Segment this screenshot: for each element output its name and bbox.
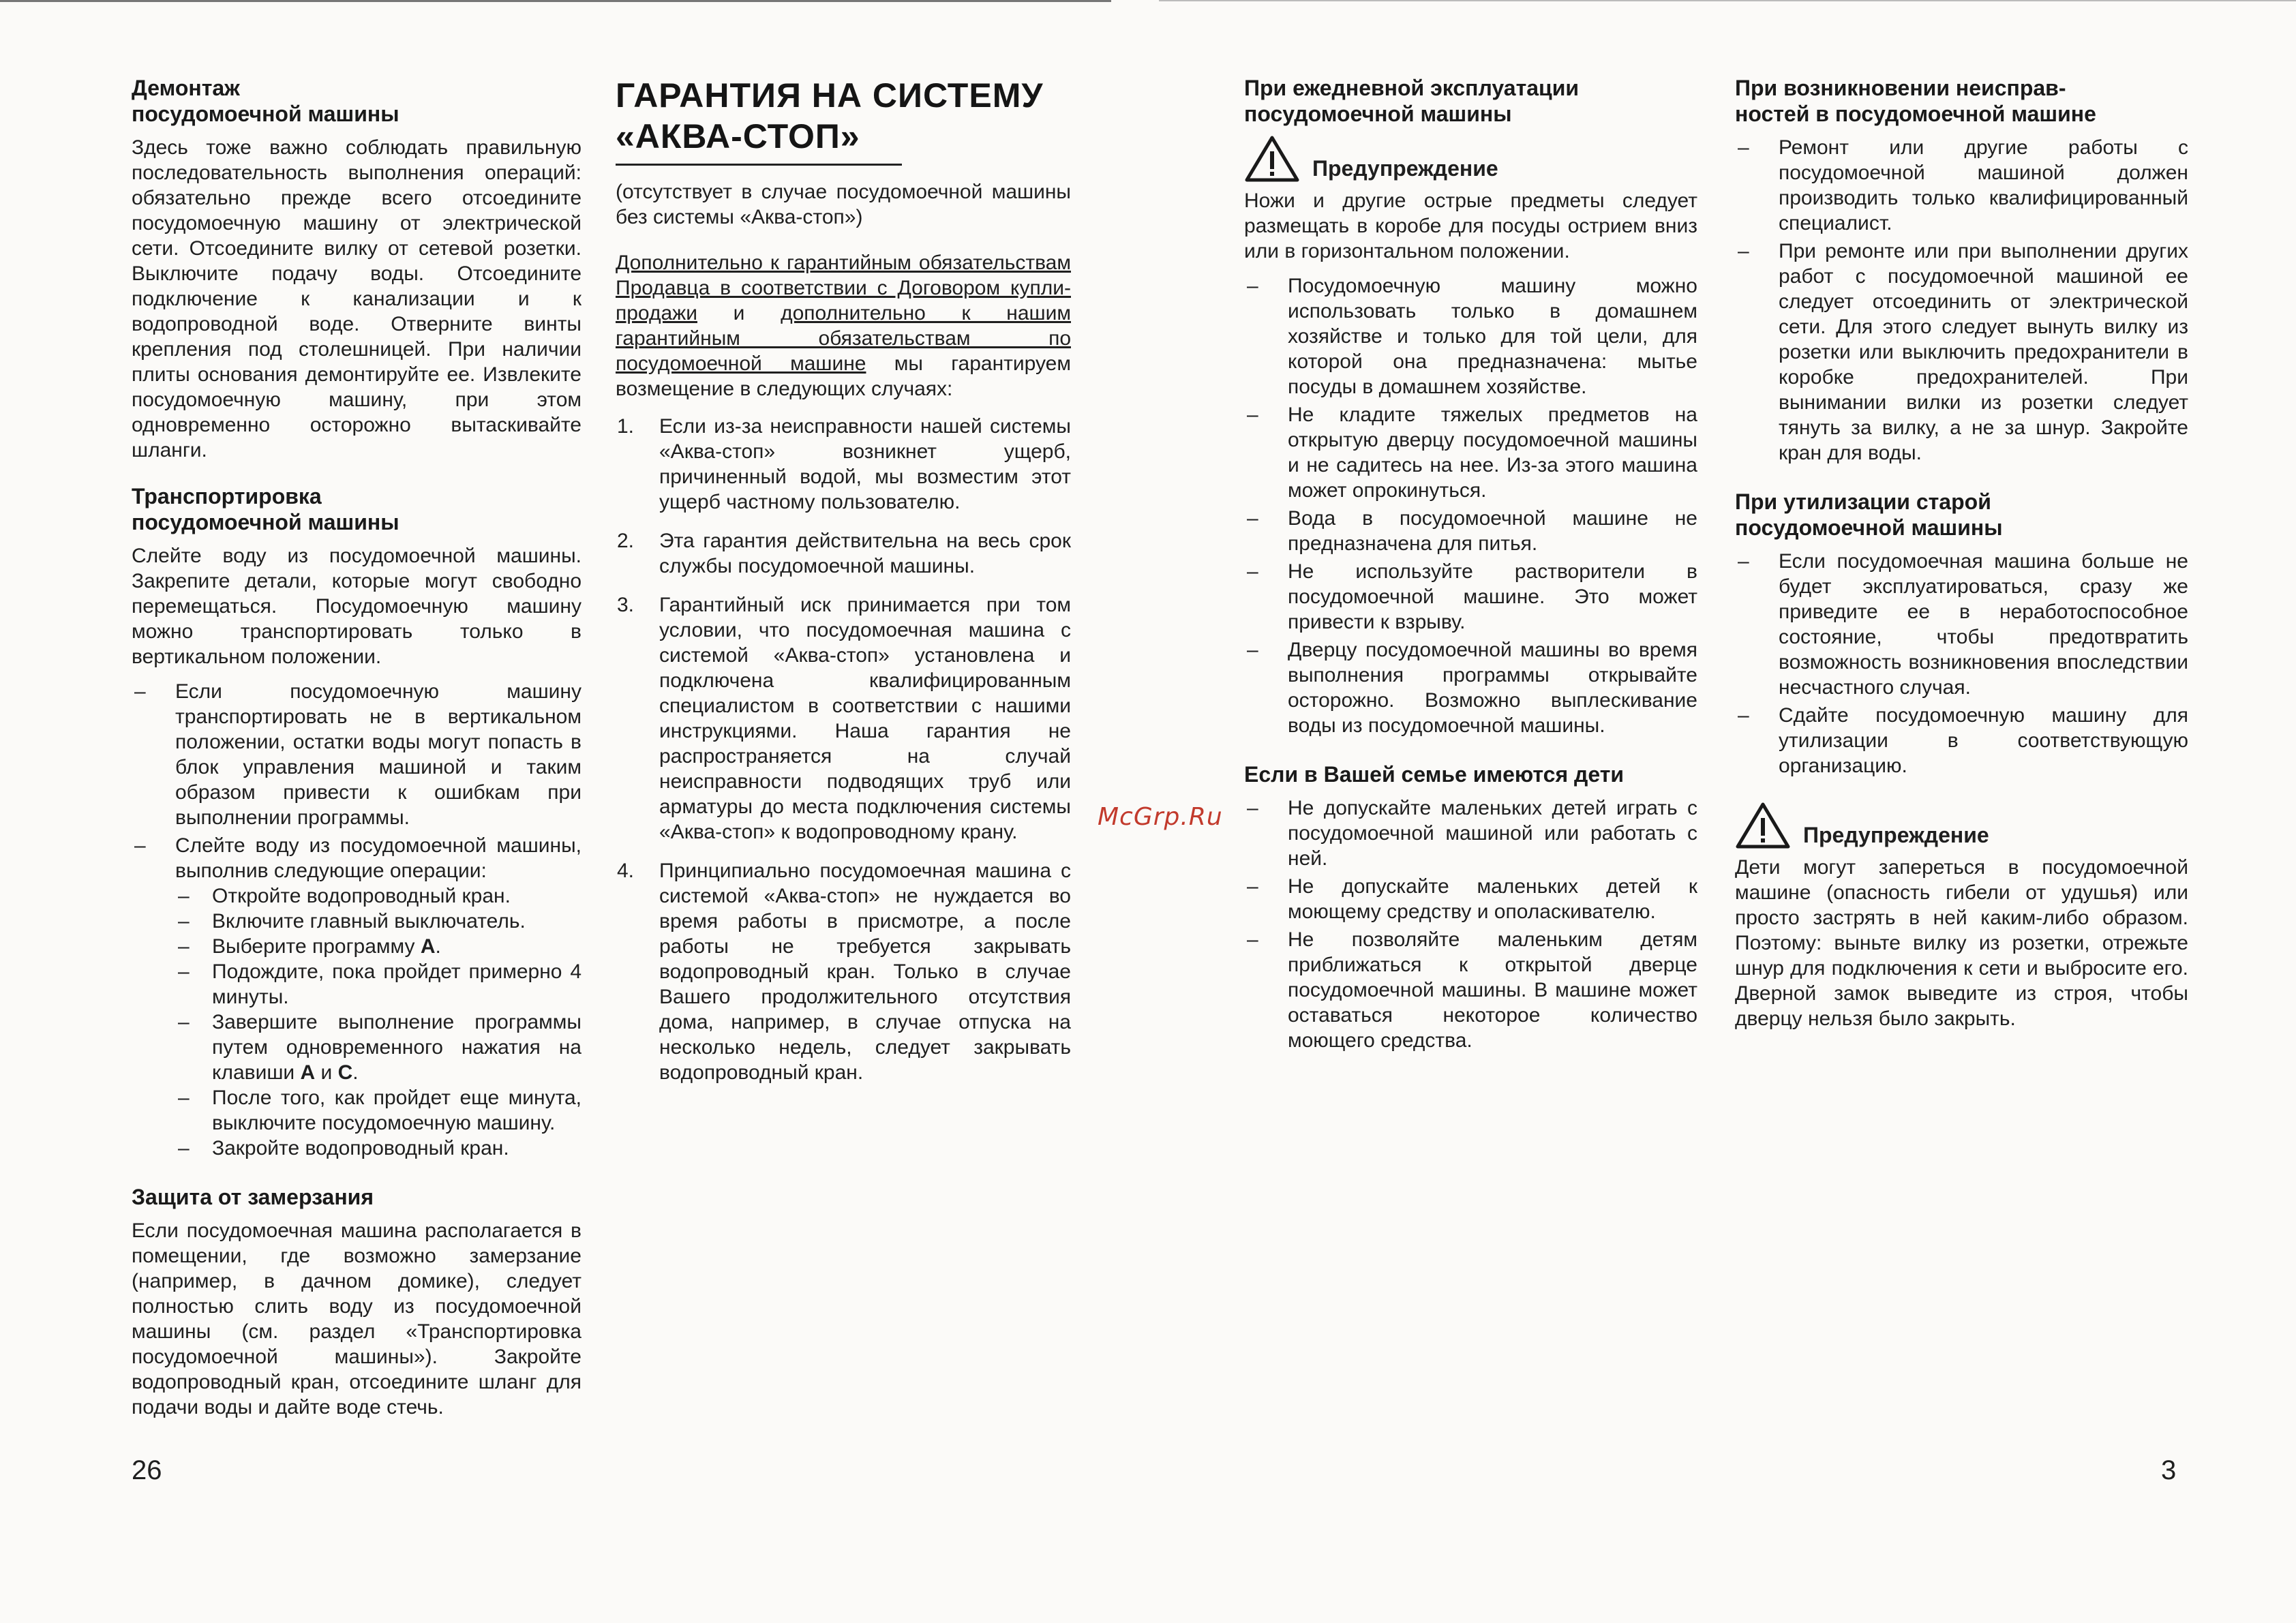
list-item: – Не допускайте маленьких детей к моющему средству и ополаскивателю. bbox=[1244, 874, 1697, 924]
list-item: 2. Эта гарантия действительна на весь срок службы посудомоечной машины. bbox=[617, 530, 1071, 577]
heading-transport: Транспортировка посудомоечной машины bbox=[132, 484, 399, 534]
list-item: 4. Принципиально посудомоечная машина с системой «Аква-стоп» не нуждается во время работы в присмотре, а после работы не требуется закрывать водопроводный кран. Только в случае Вашего продолжительного отсутствия дома, например, в случае отпуска на несколько недель, следует закрывать водопроводный кран. bbox=[617, 860, 1071, 1084]
disposal-list bbox=[1735, 549, 2188, 778]
column-3 bbox=[1244, 75, 1697, 1056]
warning-triangle-icon bbox=[1244, 135, 1300, 183]
list-item: – Ремонт или другие работы с посудомоечной машиной должен производить только квалифицированный специалист. bbox=[1735, 135, 2188, 236]
list-item: – Если посудомоечную машину транспортировать не в вертикальном положении, остатки воды могут попасть в блок управления машиной и таким образом привести к ошибкам при выполнении программы. bbox=[132, 679, 581, 830]
warning-label: Предупреждение bbox=[1312, 156, 1498, 181]
warranty-note: (отсутствует в случае посудомоечной машины без системы «Аква-стоп») bbox=[616, 181, 1071, 228]
warranty-intro: Дополнительно к гарантийным обязательствам Продавца в соответствии с Договором купли-продажи и дополнительно к нашим гарантийным обязательствам по посудомоечной машине мы гарантируем возмещение в следующих случаях: bbox=[616, 252, 1071, 400]
list-item: – Слейте воду из посудомоечной машины, выполнив следующие операции: – Откройте водопроводный кран. – Включите главный выключатель. – Выберите программу A. – Подождите, пока пройдет примерно 4 минуты. – Завершите выполнение программы путем одновременного нажатия на клавиши A и C. – После того, как пройдет еще минута, выключите посудомоечную машину. – Закройте водопроводный кран. bbox=[132, 833, 581, 1161]
list-item: – При ремонте или при выполнении других работ с посудомоечной машиной ее следует отсоединить от электрической сети. Для этого следует вынуть вилку из розетки или выключить предохранители в коробке предохранителей. При вынимании вилки из розетки следует тянуть за вилку, а не за шнур. Закройте кран для воды. bbox=[1735, 239, 2188, 466]
list-item: 1. Если из-за неисправности нашей системы «Аква-стоп» возникнет ущерб, причиненный водой, мы возместим этот ущерб частному пользователю. bbox=[617, 415, 1071, 513]
heading-disposal: При утилизации старой посудомоечной машины bbox=[1735, 489, 2003, 540]
warning-block bbox=[1244, 135, 1697, 183]
list-item: – Посудомоечную машину можно использовать только в домашнем хозяйстве и только для той цели, для которой она предназначена: мытье посуды в домашнем хозяйстве. bbox=[1244, 273, 1697, 399]
children-list bbox=[1244, 795, 1697, 1053]
daily-use-list bbox=[1244, 273, 1697, 738]
warranty-list bbox=[616, 414, 1071, 1085]
warning-block bbox=[1735, 802, 2188, 849]
list-item: – После того, как пройдет еще минута, выключите посудомоечную машину. bbox=[175, 1085, 581, 1136]
list-item: – Выберите программу A. bbox=[175, 934, 581, 959]
heading-aquastop-warranty: ГАРАНТИЯ НА СИСТЕМУ «АКВА-СТОП» bbox=[616, 76, 1044, 155]
list-item: – Сдайте посудомоечную машину для утилизации в соответствующую организацию. bbox=[1735, 703, 2188, 778]
warning-label: Предупреждение bbox=[1803, 823, 1989, 847]
paragraph-transport: Слейте воду из посудомоечной машины. Закрепите детали, которые могут свободно перемещаться. Посудомоечную машину можно транспортировать только в вертикальном положении. bbox=[132, 545, 581, 668]
top-border-line-right bbox=[1159, 0, 2296, 1]
list-item: – Подождите, пока пройдет примерно 4 минуты. bbox=[175, 959, 581, 1010]
paragraph-frost-protection: Если посудомоечная машина располагается в помещении, где возможно замерзание (например, в дачном домике), следует полностью слить воду из посудомоечной машины (см. раздел «Транспортировка посудомоечной машины»). Закройте водопроводный кран, отсоедините шланг для подачи воды и дайте воде стечь. bbox=[132, 1219, 581, 1419]
page-number-left: 26 bbox=[132, 1455, 162, 1485]
list-item: – Не используйте растворители в посудомоечной машине. Это может привести к взрыву. bbox=[1244, 559, 1697, 635]
malfunctions-list bbox=[1735, 135, 2188, 466]
column-4 bbox=[1735, 75, 2188, 1031]
heading-dismantling: Демонтаж посудомоечной машины bbox=[132, 76, 399, 126]
heading-frost-protection: Защита от замерзания bbox=[132, 1185, 374, 1209]
heading-underline bbox=[616, 164, 902, 166]
list-item: – Дверцу посудомоечной машины во время выполнения программы открывайте осторожно. Возможно выплескивание воды из посудомоечной машины. bbox=[1244, 637, 1697, 738]
list-item: – Не позволяйте маленьким детям приближаться к открытой дверце посудомоечной машины. В машине может оставаться некоторое количество моющего средства. bbox=[1244, 927, 1697, 1053]
drain-steps-list bbox=[175, 883, 581, 1161]
list-item: – Если посудомоечная машина больше не будет эксплуатироваться, сразу же приведите ее в неработоспособное состояние, чтобы предотвратить возможность возникновения впоследствии несчастного случая. bbox=[1735, 549, 2188, 700]
list-item: – Завершите выполнение программы путем одновременного нажатия на клавиши A и C. bbox=[175, 1010, 581, 1085]
list-item: – Откройте водопроводный кран. bbox=[175, 883, 581, 909]
warning-triangle-icon bbox=[1735, 802, 1791, 849]
heading-malfunctions: При возникновении неисправ- ностей в посудомоечной машине bbox=[1735, 76, 2096, 126]
heading-daily-use: При ежедневной эксплуатации посудомоечной машины bbox=[1244, 76, 1580, 126]
list-item: – Не кладите тяжелых предметов на открытую дверцу посудомоечной машины и не садитесь на нее. Из-за этого машина может опрокинуться. bbox=[1244, 402, 1697, 503]
page-number-right: 3 bbox=[2161, 1455, 2177, 1485]
list-item: 3. Гарантийный иск принимается при том условии, что посудомоечная машина с системой «Аква-стоп» установлена и подключена квалифицированным специалистом в соответствии с нашими инструкциями. Наша гарантия не распространяется на случай неисправности подводящих труб или арматуры до места подключения системы «Аква-стоп» к водопроводному крану. bbox=[617, 594, 1071, 843]
list-item: – Закройте водопроводный кран. bbox=[175, 1136, 581, 1161]
paragraph-dismantling: Здесь тоже важно соблюдать правильную последовательность выполнения операций: обязательно прежде всего отсоедините посудомоечную машину от электрической сети. Отсоедините вилку от сетевой розетки. Выключите подачу воды. Отсоедините подключение к канализации и к водопроводной воде. Отверните винты крепления под столешницей. При наличии плиты основания демонтируйте ее. Извлеките посудомоечную машину, при этом одновременно осторожно вытаскивайте шланги. bbox=[132, 136, 581, 461]
warning-text: Ножи и другие острые предметы следует размещать в коробе для посуды острием вниз или в горизонтальном положении. bbox=[1244, 189, 1697, 262]
transport-list bbox=[132, 679, 581, 1161]
top-border-line bbox=[0, 0, 1111, 2]
heading-children: Если в Вашей семье имеются дети bbox=[1244, 762, 1625, 787]
warning-text: Дети могут запереться в посудомоечной машине (опасность гибели от удушья) или просто застрять в ней каким-либо образом. Поэтому: выньте вилку из розетки, отрежьте шнур для подключения к сети и выбросите его. Дверной замок выведите из строя, чтобы дверцу нельзя было закрыть. bbox=[1735, 856, 2188, 1030]
list-item: – Не допускайте маленьких детей играть с посудомоечной машиной или работать с ней. bbox=[1244, 795, 1697, 871]
list-item: – Вода в посудомоечной машине не предназначена для питья. bbox=[1244, 506, 1697, 556]
column-2 bbox=[616, 75, 1071, 1099]
list-item: – Включите главный выключатель. bbox=[175, 909, 581, 934]
watermark: McGrp.Ru bbox=[1098, 803, 1223, 831]
column-1 bbox=[132, 75, 581, 1420]
